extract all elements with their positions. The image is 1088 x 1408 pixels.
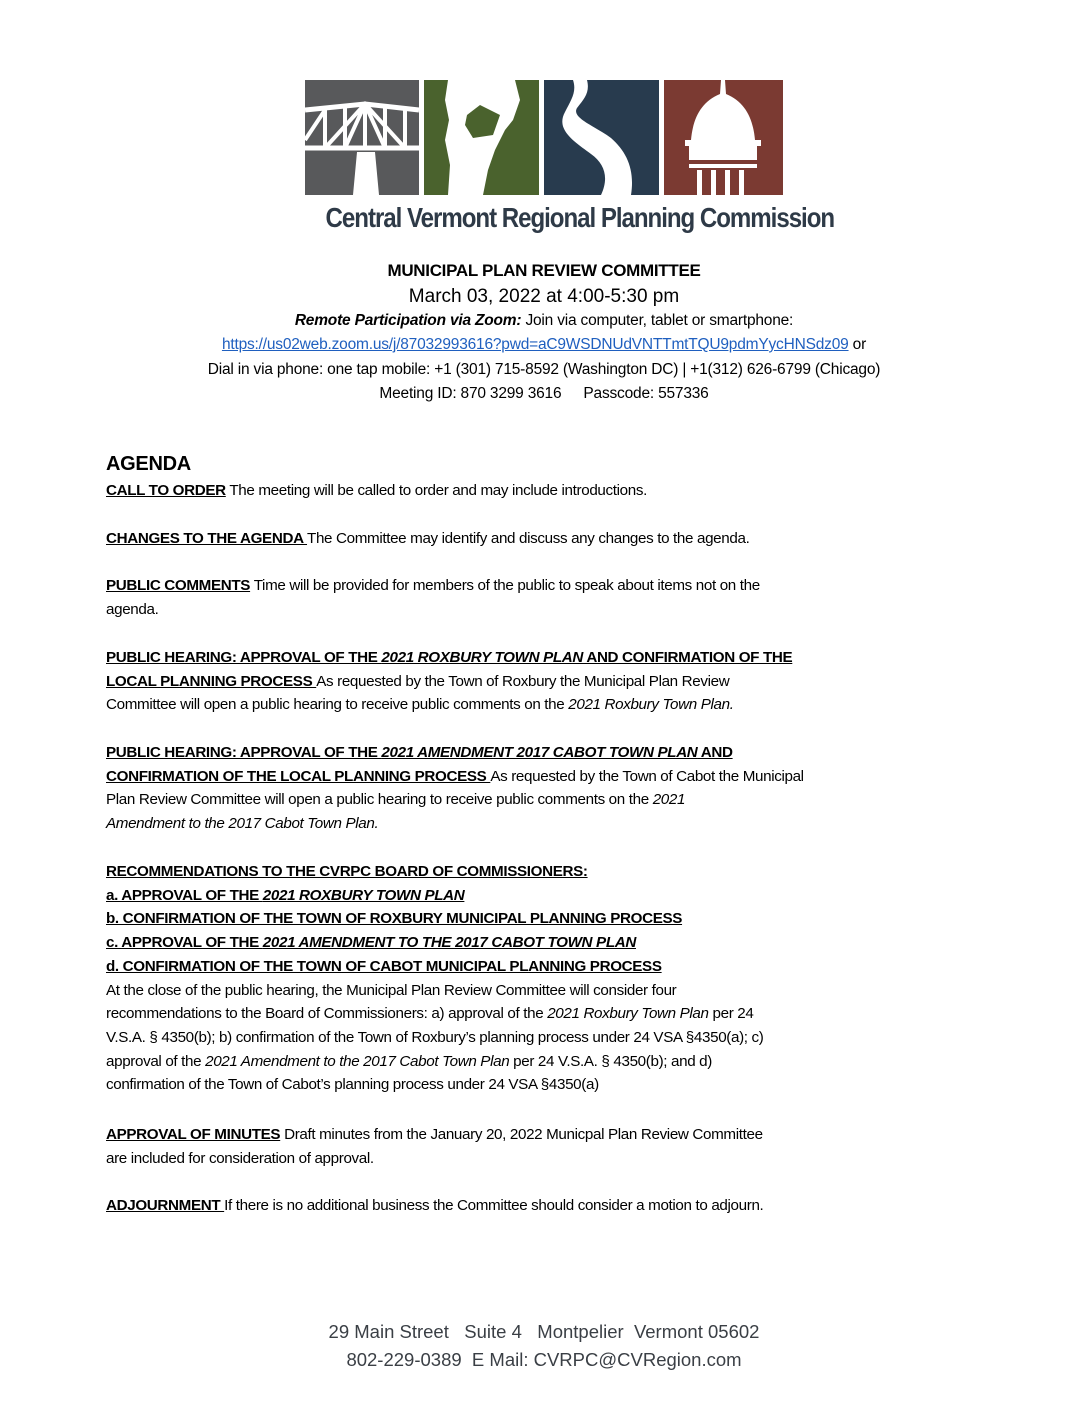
plan-title: 2021 Roxbury Town Plan bbox=[547, 1005, 709, 1023]
cvrpc-logo bbox=[305, 80, 783, 200]
agenda-item-text: As requested by the Town of Cabot the Municipal bbox=[490, 767, 804, 785]
recommendations-text: At the close of the public hearing, the Municipal Plan Review Committee will consider four bbox=[106, 981, 677, 999]
agenda-item-label: CALL TO ORDER bbox=[106, 482, 226, 499]
recommendation-c-plan: 2021 AMENDMENT TO THE 2017 CABOT TOWN PLAN bbox=[262, 934, 636, 952]
logo-organization-name: Central Vermont Regional Planning Commission bbox=[325, 202, 835, 233]
agenda-item-label: PUBLIC HEARING: APPROVAL OF THE bbox=[106, 744, 382, 761]
plan-title: 2021 Roxbury Town Plan. bbox=[568, 696, 734, 714]
agenda-item-label: LOCAL PLANNING PROCESS bbox=[106, 672, 317, 690]
agenda-item-text: The meeting will be called to order and may include introductions. bbox=[225, 482, 647, 499]
agenda-item-public-comments bbox=[106, 574, 936, 621]
river-icon bbox=[544, 80, 659, 195]
recommendation-a-plan: 2021 ROXBURY TOWN PLAN bbox=[262, 886, 465, 904]
agenda-item-text: agenda. bbox=[106, 600, 159, 618]
page-title: MUNICIPAL PLAN REVIEW COMMITTEE bbox=[387, 261, 701, 280]
recommendation-c: c. APPROVAL OF THE bbox=[106, 934, 263, 952]
passcode: Passcode: 557336 bbox=[583, 385, 709, 402]
agenda-item-text: If there is no additional business the Committee should consider a motion to adjourn. bbox=[224, 1197, 764, 1214]
agenda-item-text: The Committee may identify and discuss any changes to the agenda. bbox=[307, 530, 750, 547]
recommendations-text: V.S.A. § 4350(b); b) confirmation of the Town of Roxbury’s planning process under 24 VSA §4350(a); c) bbox=[106, 1028, 764, 1046]
recommendations-text: per 24 bbox=[708, 1005, 754, 1023]
agenda-item-label-italic: 2021 AMENDMENT 2017 CABOT TOWN PLAN bbox=[381, 744, 698, 761]
agenda-item-text: As requested by the Town of Roxbury the Municipal Plan Review bbox=[316, 672, 730, 690]
zoom-link-suffix: or bbox=[848, 336, 867, 353]
agenda-item-label: AND CONFIRMATION OF THE bbox=[583, 649, 793, 666]
recommendations-text: approval of the bbox=[106, 1052, 206, 1070]
agenda-item-text: Draft minutes from the January 20, 2022 Municpal Plan Review Committee bbox=[280, 1126, 763, 1143]
agenda-item-label: AND bbox=[697, 744, 733, 761]
footer-contact: 802-229-0389 E Mail: CVRPC@CVRegion.com bbox=[346, 1349, 742, 1370]
agenda-item-minutes bbox=[106, 1123, 936, 1170]
recommendation-a: a. APPROVAL OF THE bbox=[106, 886, 263, 904]
plan-title: 2021 bbox=[652, 791, 686, 809]
zoom-link-line bbox=[0, 336, 1088, 354]
agenda-heading: AGENDA bbox=[106, 453, 191, 475]
plan-title: Amendment to the 2017 Cabot Town Plan. bbox=[106, 815, 379, 833]
bridge-icon bbox=[305, 80, 419, 195]
agenda-item-label-italic: 2021 ROXBURY TOWN PLAN bbox=[381, 649, 584, 666]
remote-participation bbox=[0, 312, 1088, 330]
dial-in-info: Dial in via phone: one tap mobile: +1 (301) 715-8592 (Washington DC) | +1(312) 626-6799 (Chicago) bbox=[207, 361, 881, 378]
recommendation-b: b. CONFIRMATION OF THE TOWN OF ROXBURY MUNICIPAL PLANNING PROCESS bbox=[106, 910, 683, 928]
zoom-link[interactable]: https://us02web.zoom.us/j/87032993616?pwd=aC9WSDNUdVNTTmtTQU9pdmYycHNSdz09 bbox=[221, 336, 849, 353]
agenda-item-recommendations bbox=[106, 860, 936, 1097]
vermont-map-icon bbox=[424, 80, 539, 195]
agenda-item-label: CHANGES TO THE AGENDA bbox=[106, 530, 308, 547]
recommendations-heading: RECOMMENDATIONS TO THE CVRPC BOARD OF COMMISSIONERS: bbox=[106, 863, 588, 880]
agenda-item-changes bbox=[106, 527, 936, 551]
remote-participation-label: Remote Participation via Zoom: bbox=[294, 312, 522, 329]
agenda-item-label: ADJOURNMENT bbox=[106, 1197, 225, 1214]
meeting-credentials bbox=[0, 385, 1088, 403]
footer-address: 29 Main Street Suite 4 Montpelier Vermont 05602 bbox=[328, 1321, 760, 1342]
agenda-item-label: APPROVAL OF MINUTES bbox=[106, 1126, 281, 1143]
plan-title: 2021 Amendment to the 2017 Cabot Town Plan bbox=[205, 1052, 510, 1070]
remote-participation-text: Join via computer, tablet or smartphone: bbox=[521, 312, 794, 329]
agenda-item-call-to-order bbox=[106, 479, 936, 503]
agenda-item-label: CONFIRMATION OF THE LOCAL PLANNING PROCESS bbox=[106, 767, 491, 785]
agenda-item-text: Committee will open a public hearing to receive public comments on the bbox=[106, 696, 569, 714]
meeting-id: Meeting ID: 870 3299 3616 bbox=[379, 385, 562, 402]
recommendations-text: confirmation of the Town of Cabot’s planning process under 24 VSA §4350(a) bbox=[106, 1076, 599, 1094]
agenda-item-cabot-hearing bbox=[106, 741, 936, 836]
recommendation-d: d. CONFIRMATION OF THE TOWN OF CABOT MUNICIPAL PLANNING PROCESS bbox=[106, 957, 662, 975]
agenda-item-roxbury-hearing bbox=[106, 646, 936, 717]
recommendations-text: per 24 V.S.A. § 4350(b); and d) bbox=[509, 1052, 712, 1070]
meeting-date: March 03, 2022 at 4:00-5:30 pm bbox=[408, 286, 680, 307]
agenda-item-text: Plan Review Committee will open a public hearing to receive public comments on the bbox=[106, 791, 653, 809]
agenda-item-label: PUBLIC HEARING: APPROVAL OF THE bbox=[106, 649, 382, 666]
agenda-item-text: Time will be provided for members of the public to speak about items not on the bbox=[250, 577, 760, 594]
agenda-item-adjournment bbox=[106, 1194, 936, 1218]
agenda-item-label: PUBLIC COMMENTS bbox=[106, 577, 251, 594]
recommendations-text: recommendations to the Board of Commissioners: a) approval of the bbox=[106, 1005, 548, 1023]
agenda-item-text: are included for consideration of approval. bbox=[106, 1149, 374, 1167]
capitol-dome-icon bbox=[664, 80, 783, 195]
